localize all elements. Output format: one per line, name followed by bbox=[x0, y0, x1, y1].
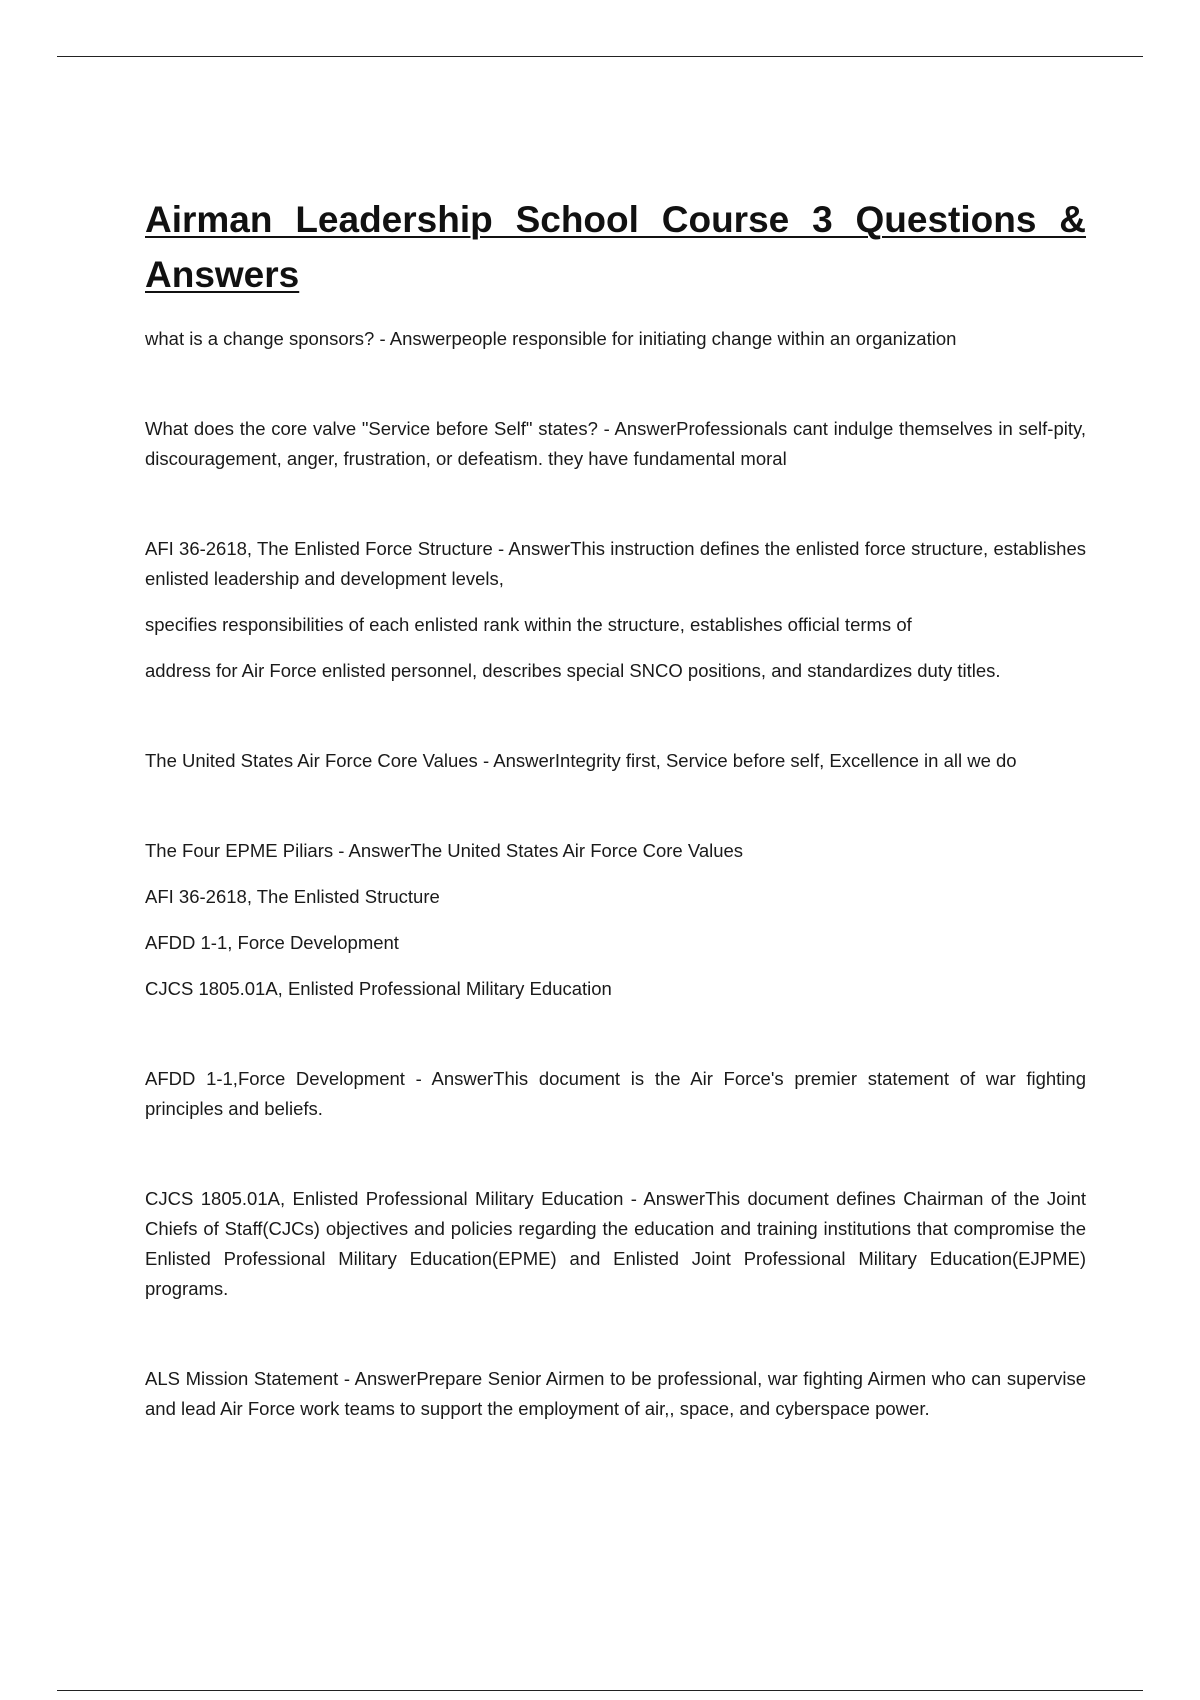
qa-item: ALS Mission Statement - AnswerPrepare Senior Airmen to be professional, war fighting Airmen who can supervise and lead Air Force work teams to support the employment of air,, space, and cyberspace power. bbox=[145, 1368, 1086, 1419]
qa-item: What does the core valve "Service before Self" states? - AnswerProfessionals cant indulge themselves in self-pity, discouragement, anger, frustration, or defeatism. they have fundamental moral bbox=[145, 418, 1086, 469]
qa-item-continuation: AFI 36-2618, The Enlisted Structure bbox=[145, 886, 440, 907]
document-title: Airman Leadership School Course 3 Questions & Answers bbox=[145, 199, 1086, 295]
qa-item: The United States Air Force Core Values - AnswerIntegrity first, Service before self, Excellence in all we do bbox=[145, 750, 1017, 771]
separator bbox=[145, 1004, 1086, 1064]
qa-item-continuation: CJCS 1805.01A, Enlisted Professional Military Education bbox=[145, 978, 612, 999]
qa-item: AFDD 1-1,Force Development - AnswerThis document is the Air Force's premier statement of war fighting principles and beliefs. bbox=[145, 1068, 1086, 1119]
qa-item: CJCS 1805.01A, Enlisted Professional Military Education - AnswerThis document defines Chairman of the Joint Chiefs of Staff(CJCs) objectives and policies regarding the education and training institutions that compromise the Enlisted Professional Military Education(EPME) and Enlisted Joint Professional Military Education(EJPME) programs. bbox=[145, 1188, 1086, 1299]
qa-item: The Four EPME Piliars - AnswerThe United States Air Force Core Values bbox=[145, 840, 744, 861]
footer-rule bbox=[57, 1690, 1143, 1691]
separator bbox=[145, 1124, 1086, 1184]
separator bbox=[145, 474, 1086, 534]
header-rule bbox=[57, 56, 1143, 57]
separator bbox=[145, 686, 1086, 746]
qa-item-continuation: address for Air Force enlisted personnel, describes special SNCO positions, and standardizes duty titles. bbox=[145, 660, 1001, 681]
qa-item: what is a change sponsors? - Answerpeople responsible for initiating change within an organization bbox=[145, 328, 957, 349]
separator bbox=[145, 1304, 1086, 1364]
qa-item: AFI 36-2618, The Enlisted Force Structure - AnswerThis instruction defines the enlisted force structure, establishes enlisted leadership and development levels, bbox=[145, 538, 1086, 589]
separator bbox=[145, 354, 1086, 414]
qa-item-continuation: specifies responsibilities of each enlisted rank within the structure, establishes official terms of bbox=[145, 614, 912, 635]
separator bbox=[145, 776, 1086, 836]
document-body bbox=[145, 192, 1086, 1424]
qa-item-continuation: AFDD 1-1, Force Development bbox=[145, 932, 399, 953]
